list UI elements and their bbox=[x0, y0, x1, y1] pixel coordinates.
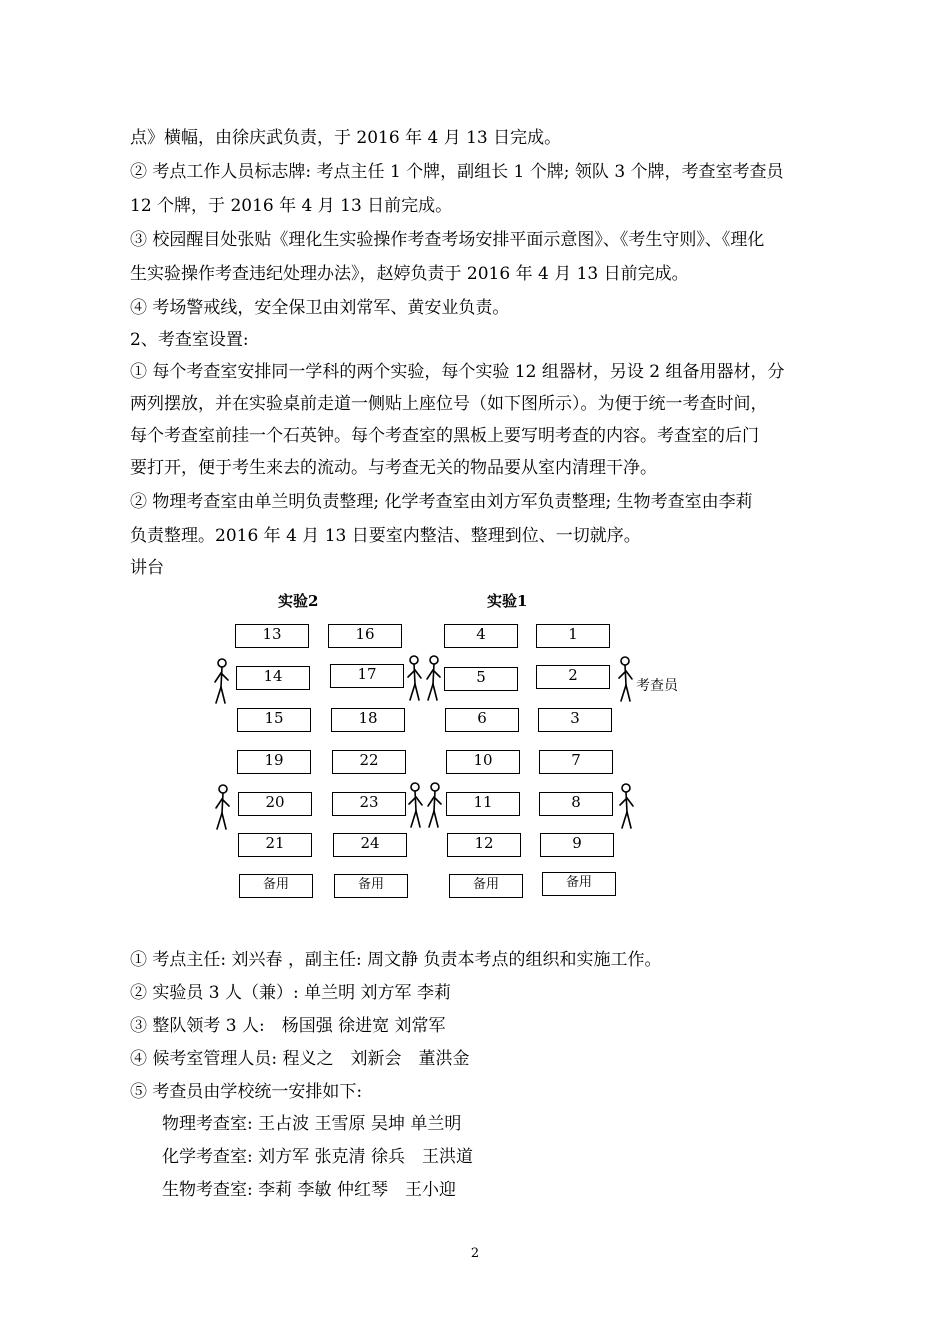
desk-14: 14 bbox=[236, 666, 310, 690]
desk-17: 17 bbox=[330, 664, 404, 688]
body-line: 负责整理。2016 年 4 月 13 日要室内整洁、整理到位、一切就序。 bbox=[130, 526, 641, 546]
body-line: ② 物理考查室由单兰明负责整理; 化学考查室由刘方军负责整理; 生物考查室由李莉 bbox=[130, 492, 753, 512]
spare-desk: 备用 bbox=[334, 874, 408, 898]
experiment-2-label: 实验2 bbox=[278, 592, 319, 610]
desk-23: 23 bbox=[332, 792, 406, 816]
room-inspectors-biology: 生物考查室: 李莉 李敏 仲红琴 王小迎 bbox=[162, 1180, 456, 1200]
staff-line: ③ 整队领考 3 人: 杨国强 徐进宽 刘常军 bbox=[130, 1016, 446, 1036]
inspector-figure-icon bbox=[617, 783, 635, 833]
page-number: 2 bbox=[470, 1246, 480, 1261]
experiment-1-label: 实验1 bbox=[487, 592, 528, 610]
desk-5: 5 bbox=[444, 667, 518, 691]
body-line: 生实验操作考查违纪处理办法》，赵婷负责于 2016 年 4 月 13 日前完成。 bbox=[130, 264, 689, 284]
desk-18: 18 bbox=[331, 708, 405, 732]
spare-desk: 备用 bbox=[542, 872, 616, 896]
staff-line: ① 考点主任: 刘兴春 ，副主任: 周文静 负责本考点的组织和实施工作。 bbox=[130, 950, 662, 970]
desk-3: 3 bbox=[538, 708, 612, 732]
room-inspectors-physics: 物理考查室: 王占波 王雪原 吴坤 单兰明 bbox=[162, 1114, 462, 1134]
desk-9: 9 bbox=[540, 833, 614, 857]
body-line: 每个考查室前挂一个石英钟。每个考查室的黑板上要写明考查的内容。考查室的后门 bbox=[130, 426, 759, 446]
body-line: ④ 考场警戒线，安全保卫由刘常军、黄安业负责。 bbox=[130, 298, 510, 318]
inspector-figure-icon bbox=[616, 656, 634, 706]
desk-16: 16 bbox=[328, 624, 402, 648]
desk-20: 20 bbox=[238, 792, 312, 816]
desk-15: 15 bbox=[237, 708, 311, 732]
body-line: 要打开，便于考生来去的流动。与考查无关的物品要从室内清理干净。 bbox=[130, 458, 657, 478]
desk-10: 10 bbox=[446, 750, 520, 774]
body-line: 点》横幅，由徐庆武负责，于 2016 年 4 月 13 日完成。 bbox=[130, 128, 562, 148]
desk-24: 24 bbox=[333, 833, 407, 857]
inspector-label: 考查员 bbox=[636, 678, 678, 694]
body-line: 两列摆放，并在实验桌前走道一侧贴上座位号（如下图所示）。为便于统一考查时间， bbox=[130, 394, 768, 414]
inspector-figure-icon bbox=[425, 655, 443, 705]
desk-6: 6 bbox=[445, 708, 519, 732]
spare-desk: 备用 bbox=[449, 874, 523, 898]
inspector-figure-icon bbox=[214, 784, 232, 834]
desk-21: 21 bbox=[238, 833, 312, 857]
staff-line: ② 实验员 3 人（兼）: 单兰明 刘方军 李莉 bbox=[130, 983, 451, 1003]
desk-7: 7 bbox=[539, 750, 613, 774]
desk-1: 1 bbox=[536, 624, 610, 648]
desk-8: 8 bbox=[539, 792, 613, 816]
staff-line: ④ 候考室管理人员: 程义之 刘新会 董洪金 bbox=[130, 1049, 470, 1069]
desk-11: 11 bbox=[446, 792, 520, 816]
room-inspectors-chemistry: 化学考查室: 刘方军 张克清 徐兵 王洪道 bbox=[162, 1147, 473, 1167]
body-line: ② 考点工作人员标志牌: 考点主任 1 个牌，副组长 1 个牌; 领队 3 个牌，考查室考查员 bbox=[130, 162, 784, 182]
desk-2: 2 bbox=[536, 665, 610, 689]
desk-12: 12 bbox=[447, 833, 521, 857]
body-line: ① 每个考查室安排同一学科的两个实验，每个实验 12 组器材，另设 2 组备用器材，分 bbox=[130, 362, 785, 382]
inspector-figure-icon bbox=[406, 782, 424, 832]
desk-22: 22 bbox=[332, 750, 406, 774]
desk-13: 13 bbox=[235, 624, 309, 648]
section-heading: 2、考查室设置: bbox=[130, 330, 249, 350]
spare-desk: 备用 bbox=[239, 874, 313, 898]
inspector-figure-icon bbox=[405, 655, 423, 705]
inspector-figure-icon bbox=[213, 658, 231, 708]
desk-19: 19 bbox=[237, 750, 311, 774]
body-line: ③ 校园醒目处张贴《理化生实验操作考查考场安排平面示意图》、《考生守则》、《理化 bbox=[130, 230, 765, 250]
body-line: 12 个牌，于 2016 年 4 月 13 日前完成。 bbox=[130, 196, 453, 216]
podium-label: 讲台 bbox=[130, 558, 164, 578]
inspector-figure-icon bbox=[426, 782, 444, 832]
staff-line: ⑤ 考查员由学校统一安排如下: bbox=[130, 1082, 363, 1102]
desk-4: 4 bbox=[444, 624, 518, 648]
